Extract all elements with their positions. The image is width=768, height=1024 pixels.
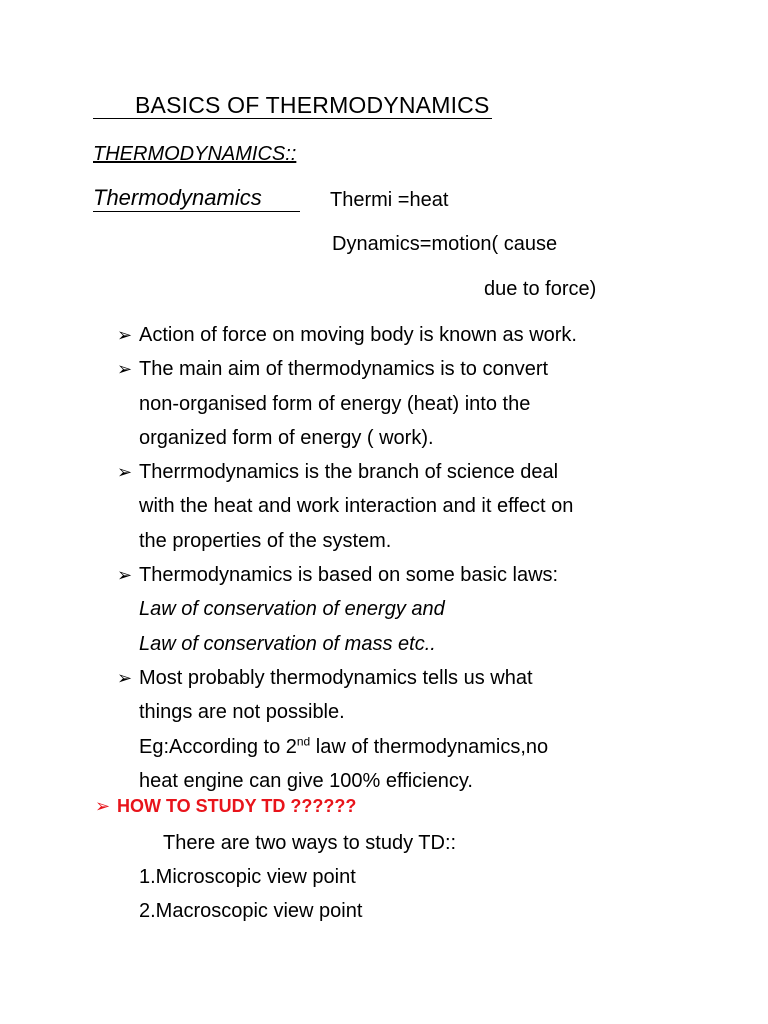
title-text: BASICS OF THERMODYNAMICS (135, 92, 490, 118)
way-item-macroscopic: 2.Macroscopic view point (139, 900, 363, 922)
etymology-line-2: Dynamics=motion( cause (332, 233, 558, 255)
example-suffix: law of thermodynamics,no (310, 735, 549, 758)
etymology-line-3: due to force) (484, 278, 597, 300)
arrow-bullet-icon: ➢ (117, 325, 133, 345)
law-line: Law of conservation of mass etc.. (139, 632, 436, 655)
arrow-bullet-icon: ➢ (117, 462, 133, 483)
bullet-line: the properties of the system. (139, 529, 392, 552)
study-heading (95, 796, 356, 817)
page-title (93, 92, 492, 119)
bullet-line: non-organised form of energy (heat) into the (139, 392, 531, 415)
bullet-line: with the heat and work interaction and it effect on (139, 495, 574, 518)
ordinal-superscript: nd (296, 733, 311, 748)
bullet-list (117, 318, 717, 798)
bullet-line: Action of force on moving body is known as work. (139, 324, 577, 346)
way-item-microscopic: 1.Microscopic view point (139, 866, 356, 888)
bullet-line: organized form of energy ( work). (139, 426, 434, 449)
etymology-line-1: Thermi =heat (330, 189, 449, 211)
term-text: Thermodynamics (93, 185, 300, 212)
section-subheading: THERMODYNAMICS:: (93, 143, 297, 165)
study-intro: There are two ways to study TD:: (163, 832, 457, 854)
bullet-item (117, 352, 717, 455)
bullet-line: things are not possible. (139, 701, 345, 724)
bullet-line: Thermodynamics is based on some basic laws: (139, 564, 559, 587)
law-line: Law of conservation of energy and (139, 598, 445, 621)
arrow-bullet-icon: ➢ (117, 667, 133, 688)
bullet-line: The main aim of thermodynamics is to convert (139, 358, 549, 381)
bullet-line: Most probably thermodynamics tells us what (139, 666, 533, 689)
bullet-line: Therrmodynamics is the branch of science deal (139, 461, 559, 484)
arrow-bullet-icon: ➢ (95, 796, 111, 816)
example-line (139, 730, 717, 764)
study-heading-text: HOW TO STUDY TD ?????? (117, 796, 357, 816)
arrow-bullet-icon: ➢ (117, 565, 133, 586)
example-prefix: Eg:According to 2 (139, 735, 297, 758)
term-heading (93, 185, 300, 212)
arrow-bullet-icon: ➢ (117, 359, 133, 380)
bullet-item (117, 558, 717, 661)
example-line-2: heat engine can give 100% efficiency. (139, 769, 473, 792)
bullet-item (117, 455, 717, 558)
bullet-item (117, 661, 717, 798)
title-underline-lead (93, 92, 135, 119)
bullet-item (117, 318, 717, 352)
